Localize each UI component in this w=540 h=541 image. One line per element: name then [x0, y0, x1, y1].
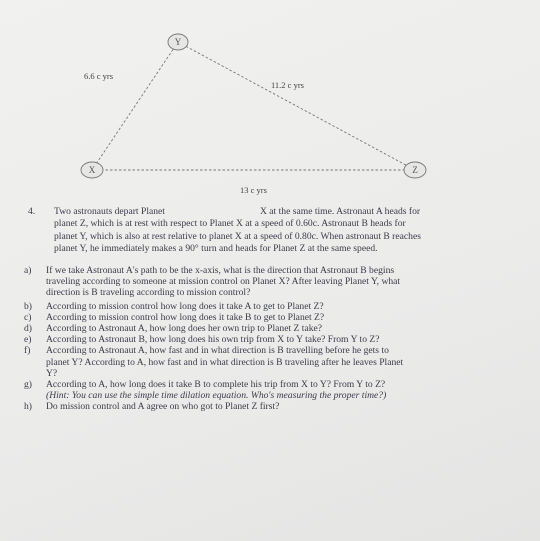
intro-line-1-b: X at the same time. Astronaut A heads for: [259, 206, 421, 217]
problem-intro: [54, 206, 528, 255]
distance-yz-label: 11.2 c yrs: [271, 80, 304, 90]
question-letter: f): [24, 345, 31, 357]
question-letter: d): [24, 323, 32, 335]
intro-line-2: planet Z, which is at rest with respect to Planet X at a speed of 0.60c. Astronaut B heads for: [54, 218, 406, 230]
question-line: According to A, how long does it take B to complete his trip from X to Y? From Y to Z?: [46, 379, 386, 391]
edge-yz: [178, 42, 415, 170]
question-hint: (Hint: You can use the simple time dilation equation. Who's measuring the proper time?): [46, 390, 387, 402]
question-line: If we take Astronaut A's path to be the x-axis, what is the direction that Astronaut B begins: [46, 265, 395, 276]
question-line: According to mission control how long does it take B to get to Planet Z?: [46, 311, 325, 323]
intro-line-3: planet Y, which is also at rest relative to planet X at a speed of 0.80c. When astronaut B reaches: [54, 230, 421, 242]
question-letter: h): [24, 401, 32, 413]
intro-line-1: [54, 206, 528, 218]
question-letter: g): [24, 379, 32, 391]
problem-number: 4.: [28, 206, 36, 217]
question-line: According to Astronaut A, how fast and in what direction is B travelling before he gets to: [46, 345, 389, 357]
question-letter: b): [24, 300, 32, 312]
question-d: [24, 323, 522, 334]
node-z-label: Z: [412, 165, 418, 175]
intro-line-1-a: Two astronauts depart Planet: [54, 206, 165, 217]
node-y-label: Y: [174, 37, 182, 47]
question-h: [24, 401, 522, 412]
question-letter: a): [24, 265, 32, 276]
question-letter: e): [24, 334, 32, 346]
node-x-label: X: [88, 165, 96, 175]
question-line: According to Astronaut B, how long does his own trip from X to Y take? From Y to Z?: [46, 334, 380, 346]
question-line: direction is B traveling according to mission control?: [46, 287, 251, 299]
triangle-diagram: [0, 0, 540, 200]
distance-xz-label: 13 c yrs: [240, 185, 267, 195]
edge-xy: [92, 42, 178, 170]
question-e: [24, 334, 522, 345]
question-g: [24, 379, 522, 401]
question-line: Y?: [46, 367, 58, 379]
question-b: [24, 301, 522, 312]
question-line: According to mission control how long does it take A to get to Planet Z?: [46, 300, 324, 312]
intro-line-4: planet Y, he immediately makes a 90° turn and heads for Planet Z at the same speed.: [54, 242, 378, 254]
question-f: [24, 345, 522, 379]
problem-4: [28, 206, 528, 255]
question-letter: c): [24, 311, 32, 323]
question-line: planet Y? According to A, how fast and in what direction is B traveling after he leaves Planet: [46, 356, 404, 368]
question-parts: [24, 265, 522, 413]
question-line: According to Astronaut A, how long does her own trip to Planet Z take?: [46, 323, 323, 335]
question-c: [24, 312, 522, 323]
question-line: Do mission control and A agree on who got to Planet Z first?: [46, 401, 280, 413]
question-line: traveling according to someone at mission control on Planet X? After leaving Planet Y, what: [46, 276, 401, 288]
question-a: [24, 265, 522, 299]
distance-xy-label: 6.6 c yrs: [84, 71, 114, 81]
